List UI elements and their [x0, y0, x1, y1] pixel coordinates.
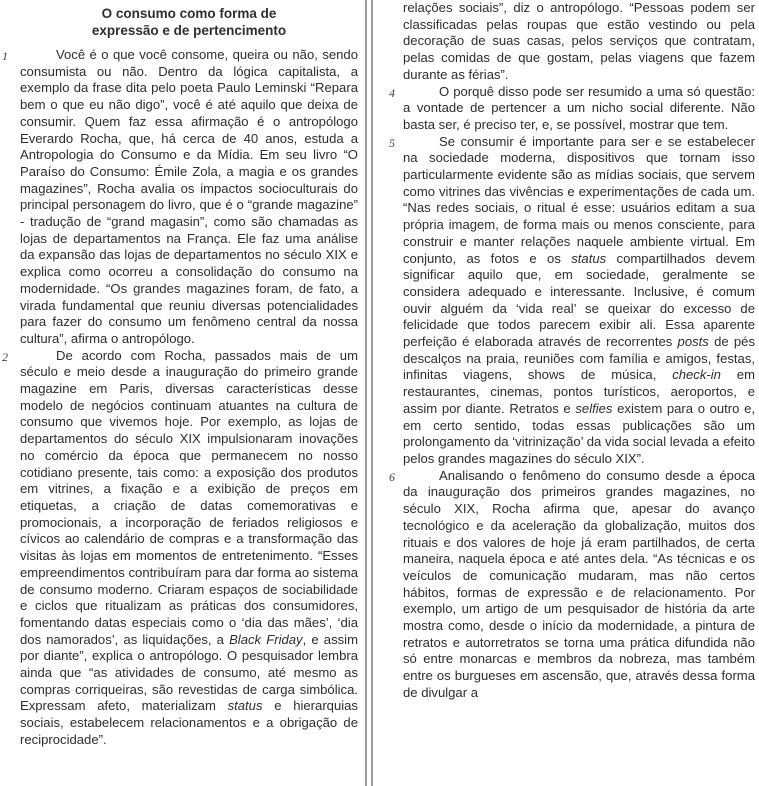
italic-term: status	[227, 698, 263, 714]
text-run: em restaurantes, cinemas, pontos turísticos, aeroportos, e assim por diante. Retratos e	[403, 367, 755, 416]
italic-term: check-in	[672, 367, 721, 383]
paragraph-number: 4	[389, 85, 395, 100]
right-column	[389, 0, 756, 702]
title-line-2: expressão e de pertencimento	[91, 23, 287, 38]
paragraph-number: 1	[2, 49, 8, 63]
paragraph-number: 6	[389, 469, 395, 484]
column-divider	[365, 0, 373, 786]
left-column	[2, 0, 358, 749]
text-run: e hierarquias sociais, estabelecem relacionamentos e a obrigação de reciprocidade”.	[20, 698, 358, 747]
text-run: de pés descalços na praia, reuniões com família e amigos, festas, infinitas viagens, shows de música,	[403, 334, 755, 383]
text-run: existem para o outro e, em certo sentido, todas essas publicações são um prolongamento da ‘vitrinização’ da vida social levada a efeito pelos grandes magazines do século XIX”.	[403, 400, 756, 466]
paragraph-number: 2	[2, 349, 8, 364]
document-title	[20, 0, 358, 39]
text-run: , e assim por diante”, explica o antropólogo. O pesquisador lembra ainda que “as atividades de consumo, até mesmo as compras corriqueiras, são revestidas de carga simbólica. Expressam afeto, materializam	[20, 631, 358, 714]
italic-term: selfies	[575, 400, 613, 416]
text-run: O porquê disso pode ser resumido a uma só questão: a vontade de pertencer a um nicho social diferente. Não basta ser, é preciso ter, e, se possível, mostrar que tem.	[403, 83, 755, 132]
text-run: relações sociais”, diz o antropólogo. “Pessoas podem ser classificadas pelas roupas que estão vestindo ou pela decoração de suas casas, pelos serviços que contratam, pelas comidas de que gostam, pelas viagens que fazem durante as férias”.	[403, 0, 755, 82]
italic-term: posts	[677, 334, 709, 350]
paragraph	[2, 347, 358, 749]
text-run: Se consumir é importante para ser e se estabelecer na sociedade moderna, dispositivos que tornam isso particularmente evidente são as mídias sociais, que servem como vitrines das vivências e experimentações de cada um. “Nas redes sociais, o ritual é esse: usuários editam a sua própria imagem, de forma mais ou menos consciente, para construir e manter relações naquele ambiente virtual. Em conjunto, as fotos e os	[403, 133, 755, 266]
text-run: De acordo com Rocha, passados mais de um século e meio desde a inauguração do primeiro grande magazine em Paris, diversas características desse modelo de negócios continuam atuantes na cultura de consumo que vivemos hoje. Por exemplo, as lojas de departamentos do século XIX impulsionaram inovações no comércio da época que permanecem no nosso cotidiano presente, tais como: a exposição dos produtos em vitrines, a fixação e a exibição de preços em etiquetas, a criação de datas comemorativas e promocionais, a incorporação de feriados religiosos e cívicos ao calendário de compras e a transformação das visitas às lojas em momentos de entretenimento. “Esses empreendimentos contribuíram para dar forma ao sistema de consumo moderno. Criaram espaços de sociabilidade e ciclos que ritualizam as práticas dos consumidores, fomentando datas especiais como o ‘dia das mães’, ‘dia dos namorados’, as liquidações, a	[20, 347, 358, 647]
paragraph	[403, 0, 755, 84]
paragraph	[2, 47, 358, 348]
paragraph	[389, 83, 755, 134]
text-run: Analisando o fenômeno do consumo desde a época da inauguração dos primeiros grandes magazines, no século XIX, Rocha afirma que, apesar do avanço tecnológico e da aceleração da globalização, muitos dos rituais e dos valores de hoje já eram partilhados, de certa maneira, naquela época e até antes dela. “As técnicas e os veículos de comunicação mudaram, mas não certos hábitos, formas de expressão e de relacionamento. Por exemplo, um artigo de um pesquisador de história da arte mostra como, desde o início da modernidade, a pintura de retratos e autorretratos se torna uma prática difundida não só entre monarcas e membros da nobreza, mas também entre os burgueses em ascensão, que, através dessa forma de divulgar a	[403, 467, 755, 700]
title-line-1: O consumo como forma de	[101, 6, 277, 21]
italic-term: status	[571, 250, 607, 266]
text-run: compartilhados devem significar aquilo que, em sociedade, geralmente se considera adequado e interessante. Inclusive, é comum ouvir alguém da ‘vida real’ se queixar do excesso de felicidade que todos parecem exibir ali. Essa aparente perfeição é elaborada através de recorrentes	[403, 250, 755, 350]
text-run: Você é o que você consome, queira ou não, sendo consumista ou não. Dentro da lógica capitalista, a exemplo da frase dita pelo poeta Paulo Leminski “Repara bem o que eu não digo”, você é até aquilo que deixa de consumir. Quem faz essa afirmação é o antropólogo Everardo Rocha, que, há cerca de 40 anos, estuda a Antropologia do Consumo e da Mídia. Em seu livro “O Paraíso do Consumo: Émile Zola, a magia e os grandes magazines”, Rocha avalia os impactos socioculturais do principal personagem do livro, que é o “grande magazine” - tradução de “grand magasin”, como são chamadas as lojas de departamentos na França. Ele faz uma análise da expansão das lojas de departamentos no século XIX e explica como ocorreu a consolidação do consumo na modernidade. “Os grandes magazines foram, de fato, a virada fundamental que reuniu diversas potencialidades para fazer do consumo um fenômeno central da nossa cultura”, afirma o antropólogo.	[20, 47, 358, 346]
paragraph	[389, 133, 756, 468]
paragraph	[389, 467, 755, 702]
italic-term: Black Friday	[229, 631, 303, 647]
paragraph-number: 5	[389, 135, 395, 150]
